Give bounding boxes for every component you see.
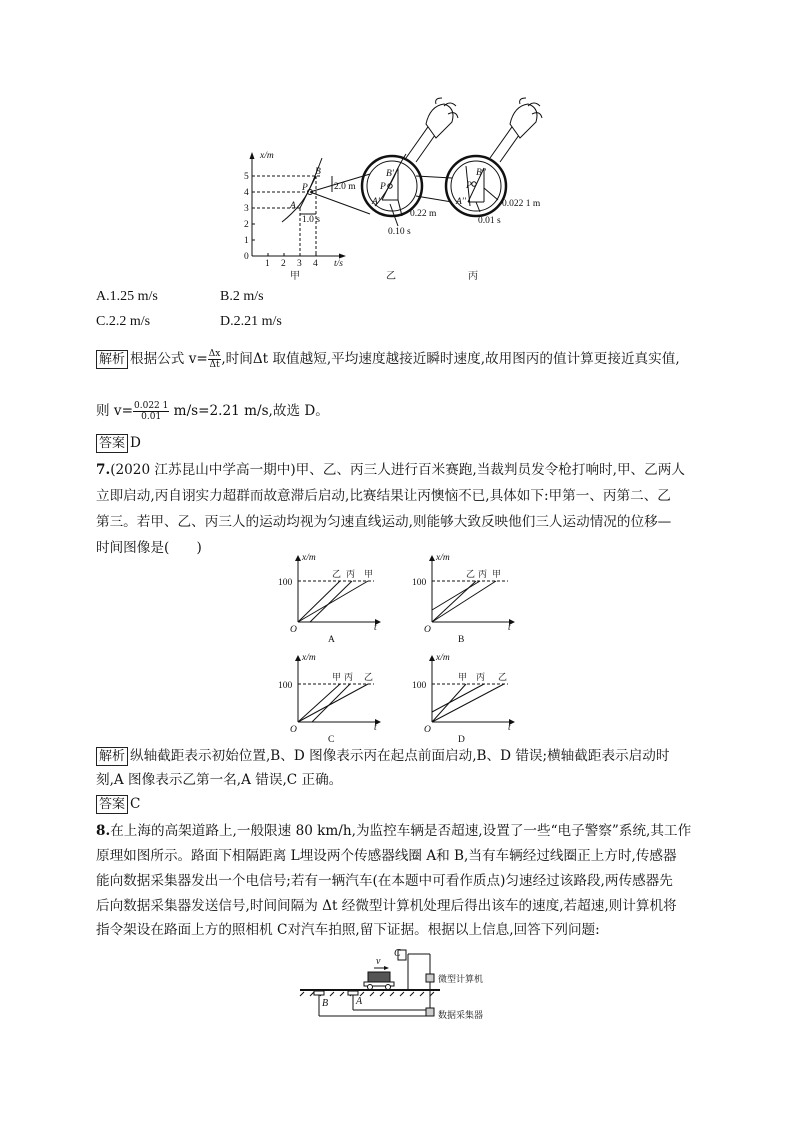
q6-answer: 答案 D (96, 431, 706, 455)
svg-text:0.022 1 m: 0.022 1 m (502, 199, 541, 209)
q8-line2: 原理如图所示。路面下相隔距离 L埋设两个传感器线圈 A和 B,当有车辆经过线圈正上方时,传感器 (96, 848, 677, 864)
answer-tag: 答案 (96, 795, 128, 814)
svg-text:B'': B'' (476, 168, 486, 178)
top-figure (230, 96, 560, 286)
label-axis-t: t/s (334, 259, 343, 269)
svg-text:乙: 乙 (498, 672, 508, 682)
svg-text:2.0 m: 2.0 m (334, 182, 356, 192)
svg-text:C: C (394, 948, 401, 959)
svg-text:O: O (424, 625, 431, 635)
q6-analysis-line2: 则 v= $\frac{0.022 1}{0.01}$ m/s=2.21 m/s,故选 D。 (96, 401, 329, 422)
q8-line1: 8.在上海的高架道路上,一般限速 80 km/h,为监控车辆是否超速,设置了一些“电子警察”系统,其工作 (96, 823, 692, 839)
graph-a-label: A (328, 635, 335, 645)
svg-text:数据采集器: 数据采集器 (438, 1010, 484, 1020)
computer-box (426, 974, 434, 982)
svg-text:4: 4 (244, 188, 249, 198)
svg-text:100: 100 (412, 681, 427, 691)
caption-bing: 丙 (468, 271, 478, 282)
svg-text:100: 100 (278, 681, 293, 691)
svg-text:丙: 丙 (346, 569, 356, 579)
q7-graphs (270, 548, 530, 748)
svg-text:A: A (290, 201, 296, 211)
svg-text:乙: 乙 (466, 569, 476, 579)
svg-text:B: B (315, 167, 321, 177)
q8-line3: 能向数据采集器发出一个电信号;若有一辆汽车(在本题中可看作质点)匀速经过该路段,两传感器先 (96, 873, 673, 889)
svg-text:0.10 s: 0.10 s (388, 227, 411, 237)
svg-text:1: 1 (265, 259, 270, 269)
q7-line4: 时间图像是( ) (96, 540, 202, 556)
svg-text:甲: 甲 (458, 672, 468, 682)
svg-text:甲: 甲 (364, 569, 374, 579)
q7-line1: 7.(2020 江苏昆山中学高一期中)甲、乙、丙三人进行百米赛跑,当裁判员发令枪打响时,甲、乙两人 (96, 462, 685, 478)
svg-text:丙: 丙 (476, 672, 486, 682)
svg-text:B: B (322, 998, 329, 1009)
svg-text:A: A (356, 996, 363, 1007)
svg-text:100: 100 (278, 578, 293, 588)
fraction-value: $\frac{0.022 1}{0.01}$ (134, 401, 169, 422)
svg-text:乙: 乙 (364, 672, 374, 682)
collector-box (426, 1008, 434, 1016)
option-a: A.1.25 m/s (96, 289, 158, 304)
svg-text:t: t (374, 723, 377, 733)
svg-text:乙: 乙 (332, 569, 342, 579)
svg-text:t: t (374, 623, 377, 633)
answer-tag: 答案 (96, 434, 128, 453)
graph-d-label: D (458, 735, 465, 745)
graph-c (298, 656, 380, 722)
svg-text:1: 1 (244, 236, 249, 246)
svg-text:2: 2 (244, 220, 249, 230)
graph-a (298, 556, 380, 622)
label-axis-x: x/m (260, 151, 274, 161)
svg-text:P: P (380, 182, 386, 192)
svg-text:x/m: x/m (302, 653, 316, 663)
analysis-tag: 解析 (96, 350, 128, 369)
svg-text:0.22 m: 0.22 m (410, 209, 437, 219)
caption-jia: 甲 (290, 271, 300, 282)
q8-figure (290, 944, 520, 1030)
svg-text:4: 4 (313, 259, 318, 269)
svg-text:甲: 甲 (492, 569, 502, 579)
graph-b (432, 556, 514, 622)
caption-yi: 乙 (386, 271, 396, 282)
q7-answer: 答案 C (96, 792, 706, 816)
svg-text:x/m: x/m (436, 553, 450, 563)
q8-line4: 后向数据采集器发送信号,时间间隔为 Δt 经微型计算机处理后得出该车的速度,若超速,则计算机将 (96, 898, 677, 914)
q8-line5: 指令架设在路面上方的照相机 C对汽车拍照,留下证据。根据以上信息,回答下列问题: (96, 922, 600, 938)
svg-text:5: 5 (244, 172, 249, 182)
svg-text:t: t (508, 723, 511, 733)
svg-text:B': B' (386, 169, 394, 179)
svg-text:P: P (466, 181, 472, 191)
q6-analysis-line1: 解析 根据公式 v= $\frac{\Delta x}{\Delta t}$ ,时间Δt 取值越短,平均速度越接近瞬时速度,故用图丙的值计算更接近真实值, (96, 347, 706, 371)
graph-b-label: B (458, 635, 465, 645)
option-d: D.2.21 m/s (220, 314, 282, 329)
option-b: B.2 m/s (220, 289, 264, 304)
svg-text:x/m: x/m (436, 653, 450, 663)
q7-line2: 立即启动,丙自诩实力超群而故意滞后启动,比赛结果让丙懊恼不已,具体如下:甲第一、丙第二、乙 (96, 488, 671, 504)
svg-text:P: P (302, 183, 308, 193)
svg-text:0.01 s: 0.01 s (478, 216, 501, 226)
svg-text:t: t (508, 623, 511, 633)
svg-text:x/m: x/m (302, 553, 316, 563)
svg-text:A'': A'' (456, 197, 466, 207)
analysis-tag: 解析 (96, 747, 128, 766)
svg-text:3: 3 (297, 259, 302, 269)
svg-text:2: 2 (281, 259, 286, 269)
q7-analysis-line2: 刻,A 图像表示乙第一名,A 错误,C 正确。 (96, 772, 343, 788)
svg-text:丙: 丙 (478, 569, 488, 579)
svg-text:甲: 甲 (332, 672, 342, 682)
svg-text:3: 3 (244, 204, 249, 214)
svg-text:v: v (376, 956, 381, 967)
svg-text:O: O (424, 725, 431, 735)
graph-d (432, 656, 514, 722)
q7-analysis-line1: 解析 纵轴截距表示初始位置,B、D 图像表示丙在起点前面启动,B、D 错误;横轴截距表示启动时 (96, 744, 706, 768)
svg-text:O: O (290, 725, 297, 735)
svg-text:100: 100 (412, 578, 427, 588)
svg-text:丙: 丙 (344, 672, 354, 682)
svg-text:1.0 s: 1.0 s (302, 215, 320, 225)
graph-c-label: C (328, 735, 335, 745)
option-c: C.2.2 m/s (96, 314, 151, 329)
svg-text:A': A' (372, 197, 380, 207)
fraction-dx-dt: $\frac{\Delta x}{\Delta t}$ (208, 349, 221, 370)
svg-text:微型计算机: 微型计算机 (438, 974, 484, 984)
svg-text:O: O (290, 625, 297, 635)
svg-text:0: 0 (244, 252, 249, 262)
q7-line3: 第三。若甲、乙、丙三人的运动均视为匀速直线运动,则能够大致反映他们三人运动情况的位移— (96, 514, 672, 530)
